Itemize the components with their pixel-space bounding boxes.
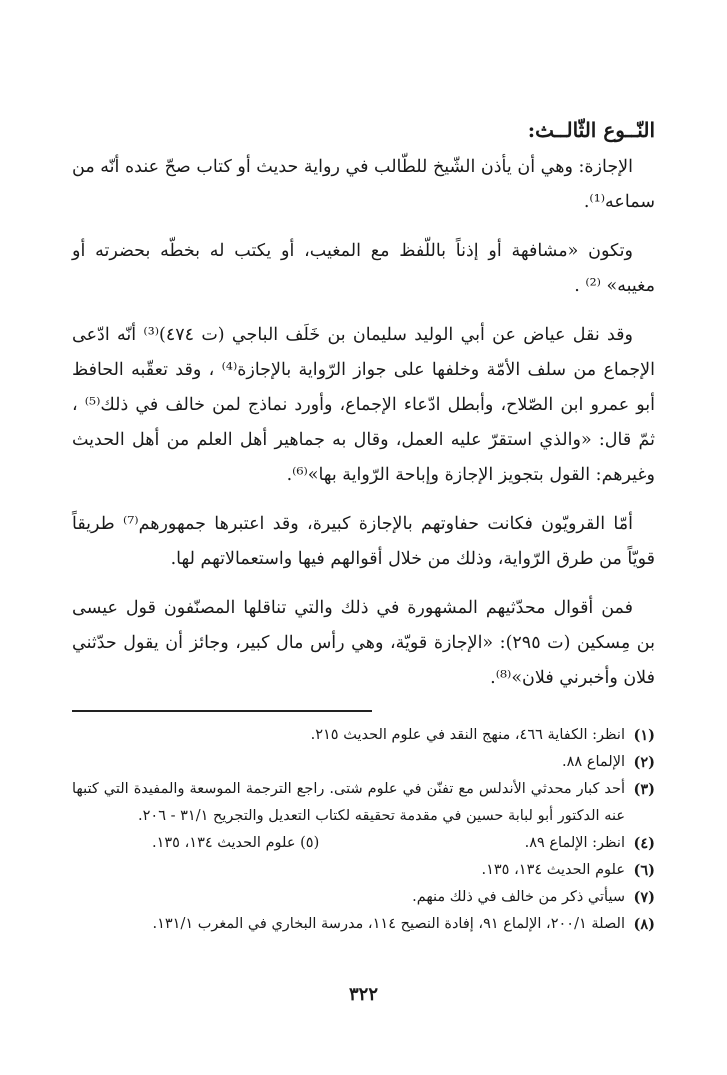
footnote-text: علوم الحديث ١٣٤، ١٣٥.	[481, 862, 625, 878]
footnote-item	[72, 776, 655, 830]
footnote-number: (٥)	[300, 835, 320, 851]
footnote-item	[72, 722, 655, 749]
footnote-text: أحد كبار محدثي الأندلس مع تفنّن في علوم شتى. راجع الترجمة الموسعة والمفيدة التي كتبها عنه الدكتور أبو لبابة حسين في مقدمة تحقيقه لكتاب التعديل والتجريح ٣١/١ - ٢٠٦.	[72, 781, 625, 824]
footnote-number: (٣)	[633, 781, 655, 798]
paragraph-consensus: وقد نقل عياض عن أبي الوليد سليمان بن خَلَف الباجي (ت ٤٧٤)⁽³⁾ أنّه ادّعى الإجماع من سلف الأمّة وخلفها على جواز الرّواية بالإجازة⁽⁴⁾ ، وقد تعقّبه الحافظ أبو عمرو ابن الصّلاح، وأبطل ادّعاء الإجماع، وأورد نماذج لمن خالف في ذلك⁽⁵⁾ ، ثمّ قال: «والذي استقرّ عليه العمل، وقال به جماهير أهل العلم من أهل الحديث وغيرهم: القول بتجويز الإجازة وإباحة الرّواية بها»⁽⁶⁾.	[72, 325, 655, 485]
footnotes	[72, 722, 655, 938]
footnote-text: علوم الحديث ١٣٤، ١٣٥.	[152, 835, 296, 851]
footnote-item	[72, 749, 655, 776]
footnote-number: (٢)	[633, 754, 655, 771]
paragraph-quotes: فمن أقوال محدّثيهم المشهورة في ذلك والتي تناقلها المصنّفون قول عيسى بن مِسكين (ت ٢٩٥): «الإجازة قويّة، وهي رأس مال كبير، وجائز أن يقول حدّثني فلان وأخبرني فلان»⁽⁸⁾.	[72, 598, 655, 688]
footnote-number: (٧)	[633, 889, 655, 906]
section-heading: النّــوع الثّالــث:	[527, 118, 655, 142]
paragraph-forms: وتكون «مشافهة أو إذناً باللّفظ مع المغيب، أو يكتب له بخطّه بحضرته أو مغيبه» ⁽²⁾ .	[72, 241, 655, 296]
footnote-divider	[72, 710, 372, 712]
footnote-number: (٨)	[633, 916, 655, 933]
footnote-text: انظر: الكفاية ٤٦٦، منهج النقد في علوم الحديث ٢١٥.	[310, 727, 625, 743]
footnote-pair	[72, 830, 625, 857]
footnote-item	[72, 857, 655, 884]
footnote-number: (٤)	[633, 835, 655, 852]
footnote-item-pair	[72, 830, 655, 857]
footnote-text: سيأتي ذكر من خالف في ذلك منهم.	[412, 889, 625, 905]
paragraph-qarawiyyun: أمّا القرويّون فكانت حفاوتهم بالإجازة كبيرة، وقد اعتبرها جمهورهم⁽⁷⁾ طريقاً قويّاً من طرق الرّواية، وذلك من خلال أقوالهم فيها واستعمالاتهم لها.	[72, 514, 655, 569]
paragraph-definition: الإجازة: وهي أن يأذن الشّيخ للطّالب في رواية حديث أو كتاب صحّ عنده أنّه من سماعه⁽¹⁾.	[72, 157, 655, 212]
footnote-text: الصلة ٢٠٠/١، الإلماع ٩١، إفادة النصيح ١١٤، مدرسة البخاري في المغرب ١٣١/١.	[152, 916, 625, 932]
footnote-text: انظر: الإلماع ٨٩.	[524, 835, 625, 851]
footnote-number: (١)	[633, 727, 655, 744]
page-number: ٣٢٢	[348, 984, 378, 1005]
page-body	[72, 112, 655, 938]
footnote-text: الإلماع ٨٨.	[562, 754, 625, 770]
footnote-item	[72, 911, 655, 938]
footnote-second	[152, 830, 319, 857]
footnote-item	[72, 884, 655, 911]
footnote-number: (٦)	[633, 862, 655, 879]
